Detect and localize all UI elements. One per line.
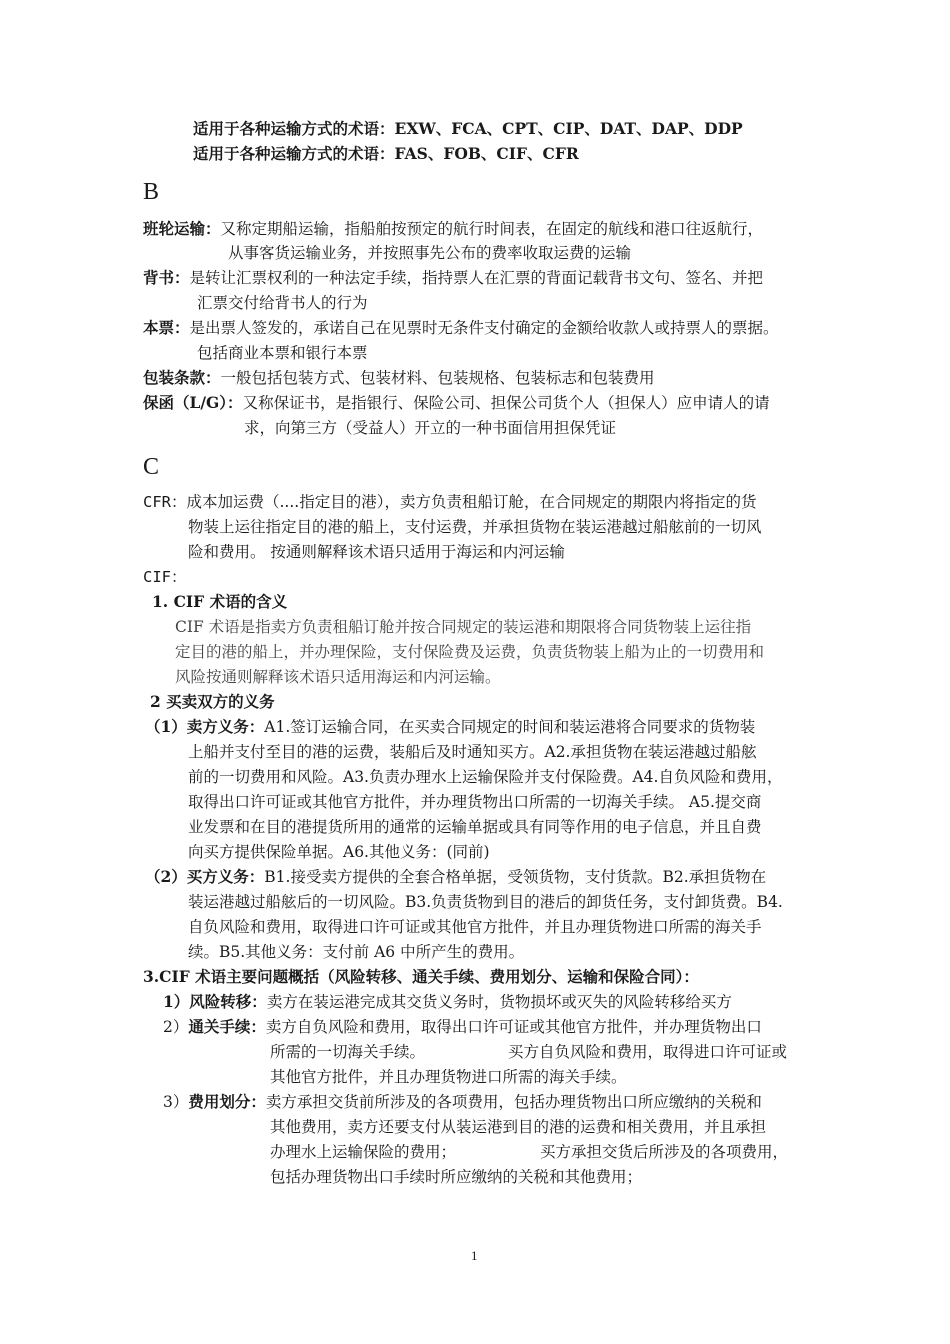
def-baohan-2: 求，向第三方（受益人）开立的一种书面信用担保凭证: [244, 419, 617, 437]
def-benpiao-2: 包括商业本票和银行本票: [197, 344, 368, 362]
entry-risk: [163, 991, 732, 1013]
label-customs: 通关手续：: [188, 1017, 266, 1036]
entry-customs: [163, 1016, 762, 1038]
def-cfr-2: 物装上运往指定目的港的船上，支付运费，并承担货物在装运港越过船舷前的一切风: [188, 518, 762, 536]
def-beishu-1: 是转让汇票权利的一种法定手续，指持票人在汇票的背面记载背书文句、签名、并把: [189, 269, 764, 287]
seller-6: 向买方提供保险单据。A6.其他义务：(同前): [188, 843, 490, 861]
buyer-1: B1.接受卖方提供的全套合格单据，受领货物，支付货款。B2.承担货物在: [264, 868, 767, 886]
label-risk: 风险转移：: [189, 992, 267, 1011]
cif-meaning-2: 定目的港的船上，并办理保险，支付保险费及运费，负责货物装上船为止的一切费用和: [175, 643, 765, 661]
customs-3: 其他官方批件，并且办理货物进口所需的海关手续。: [270, 1068, 627, 1086]
heading-cif-summary: 3.CIF 术语主要问题概括（风险转移、通关手续、费用划分、运输和保险合同）：: [143, 967, 699, 986]
entry-benpiao: [143, 317, 779, 339]
heading-obligations: 2 买卖双方的义务: [150, 692, 275, 711]
header-line-2: 适用于各种运输方式的术语：FAS、FOB、CIF、CFR: [193, 144, 579, 163]
term-banlun: 班轮运输：: [143, 219, 221, 238]
page-number: 1: [471, 1248, 478, 1263]
buyer-3: 自负风险和费用，取得进口许可证或其他官方批件，并且办理货物进口所需的海关手: [188, 918, 762, 936]
cost-3b: 买方承担交货后所涉及的各项费用，: [540, 1143, 789, 1161]
entry-buyer: [145, 866, 766, 888]
label-cost: 费用划分：: [188, 1092, 266, 1111]
def-cfr-3: 险和费用。 按通则解释该术语只适用于海运和内河运输: [188, 543, 565, 561]
cost-4: 包括办理货物出口手续时所应缴纳的关税和其他费用；: [270, 1168, 643, 1186]
def-banlun-2: 从事客货运输业务，并按照事先公布的费率收取运费的运输: [228, 244, 632, 262]
term-cfr: CFR：: [143, 493, 187, 511]
entry-beishu: [143, 267, 763, 289]
term-cif: CIF：: [143, 568, 187, 586]
entry-cost: [163, 1091, 762, 1113]
term-benpiao: 本票：: [143, 318, 190, 337]
label-buyer: （2）买方义务：: [145, 867, 265, 886]
def-baozhuang-1: 一般包括包装方式、包装材料、包装规格、包装标志和包装费用: [220, 369, 655, 387]
seller-4: 取得出口许可证或其他官方批件，并办理货物出口所需的一切海关手续。 A5.提交商: [188, 793, 762, 811]
term-baozhuang: 包装条款：: [143, 368, 221, 387]
cost-1: 卖方承担交货前所涉及的各项费用，包括办理货物出口所应缴纳的关税和: [265, 1093, 762, 1111]
seller-3: 前的一切费用和风险。A3.负责办理水上运输保险并支付保险费。A4.自负风险和费用，: [188, 768, 783, 786]
entry-banlun: [143, 218, 763, 240]
cif-meaning-3: 风险按通则解释该术语只适用海运和内河运输。: [175, 668, 501, 686]
customs-1: 卖方自负风险和费用，取得出口许可证或其他官方批件，并办理货物出口: [265, 1018, 762, 1036]
term-baohan: 保函（L/G）：: [143, 393, 243, 412]
def-cfr-1: 成本加运费（....指定目的港），卖方负责租船订舱，在合同规定的期限内将指定的货: [186, 493, 757, 511]
entry-baohan: [143, 392, 770, 414]
buyer-2: 装运港越过船舷后的一切风险。B3.负责货物到目的港后的卸货任务，支付卸货费。B4.: [188, 893, 783, 911]
term-beishu: 背书：: [143, 268, 190, 287]
num-risk: 1）: [163, 992, 190, 1011]
def-banlun-1: 又称定期船运输，指船舶按预定的航行时间表，在固定的航线和港口往返航行，: [220, 220, 764, 238]
cif-meaning-1: CIF 术语是指卖方负责租船订舱并按合同规定的装运港和期限将合同货物装上运往指: [175, 618, 752, 636]
label-seller: （1）卖方义务：: [145, 717, 265, 736]
entry-baozhuang: [143, 367, 655, 389]
entry-cfr: [143, 491, 756, 513]
entry-seller: [145, 716, 755, 738]
seller-1: A1.签订运输合同，在买卖合同规定的时间和装运港将合同要求的货物装: [264, 718, 756, 736]
cost-3a: 办理水上运输保险的费用；: [270, 1143, 457, 1161]
seller-5: 业发票和在目的港提货所用的通常的运输单据或具有同等作用的电子信息，并且自费: [188, 818, 762, 836]
header-line-1: 适用于各种运输方式的术语：EXW、FCA、CPT、CIP、DAT、DAP、DDP: [193, 119, 743, 138]
section-letter-b: B: [143, 179, 160, 205]
num-cost: 3）: [163, 1093, 189, 1111]
section-letter-c: C: [143, 454, 160, 480]
num-customs: 2）: [163, 1018, 189, 1036]
cost-2: 其他费用，卖方还要支付从装运港到目的港的运费和相关费用，并且承担: [270, 1118, 767, 1136]
seller-2: 上船并支付至目的港的运费，装船后及时通知买方。A2.承担货物在装运港越过船舷: [188, 743, 757, 761]
customs-2b: 买方自负风险和费用，取得进口许可证或: [508, 1043, 788, 1061]
def-benpiao-1: 是出票人签发的，承诺自己在见票时无条件支付确定的金额给收款人或持票人的票据。: [189, 319, 779, 337]
def-beishu-2: 汇票交付给背书人的行为: [197, 294, 368, 312]
buyer-4: 续。B5.其他义务：支付前 A6 中所产生的费用。: [188, 943, 525, 961]
heading-cif-meaning: 1. CIF 术语的含义: [152, 592, 288, 611]
def-baohan-1: 又称保证书，是指银行、保险公司、担保公司货个人（担保人）应申请人的请: [242, 394, 770, 412]
customs-2a: 所需的一切海关手续。: [270, 1043, 426, 1061]
risk-1: 卖方在装运港完成其交货义务时，货物损坏或灭失的风险转移给买方: [266, 993, 732, 1011]
